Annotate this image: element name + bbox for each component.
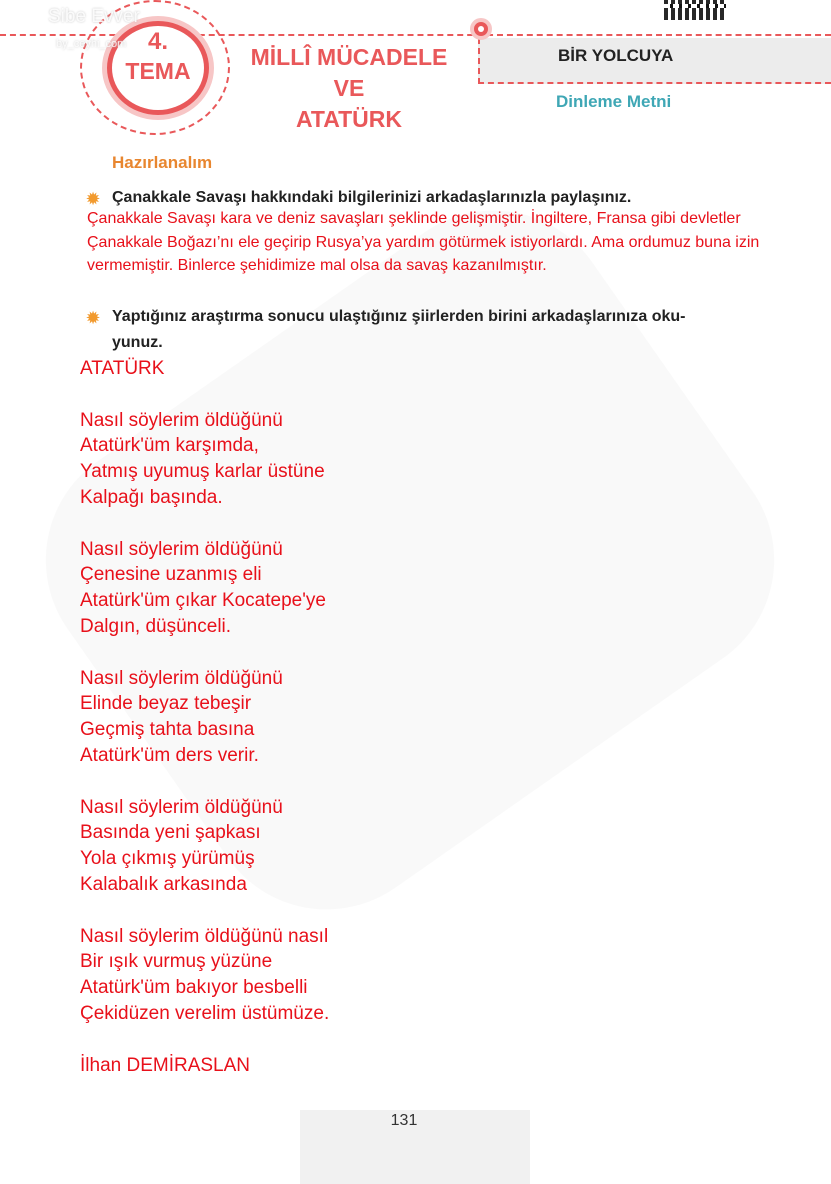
poem-line: Kalabalık arkasında <box>80 873 247 895</box>
theme-title-line2: ATATÜRK <box>295 106 403 132</box>
text-type-label: Dinleme Metni <box>556 92 672 111</box>
poem-line: Çekidüzen verelim üstümüze. <box>80 1002 330 1024</box>
poem-line: Elinde beyaz tebeşir <box>80 693 252 715</box>
poem-line: Nasıl söylerim öldüğünü nasıl <box>80 925 329 947</box>
poem-line: Basında yeni şapkası <box>80 822 261 844</box>
theme-label: TEMA <box>125 58 191 84</box>
pin-icon <box>470 18 492 40</box>
qr-code-pattern <box>664 4 726 8</box>
poem-line: Yola çıkmış yürümüş <box>80 848 255 870</box>
poem-line: Yatmış uyumuş karlar üstüne <box>80 461 325 483</box>
watermark-text: Sibe Evver <box>48 6 140 27</box>
sun-bullet-icon: ✹ <box>85 308 101 329</box>
qr-code-icon[interactable] <box>664 0 726 20</box>
answer-line: Çanakkale Savaşı kara ve deniz savaşları şeklinde gelişmiştir. İngiltere, Fransa gibi devletler <box>87 210 741 227</box>
poem-line: Çenesine uzanmış eli <box>80 564 262 586</box>
text-title: BİR YOLCUYA <box>558 46 674 65</box>
theme-title <box>238 42 460 135</box>
poem-line: Atatürk'üm ders verir. <box>80 744 259 766</box>
poem <box>80 356 480 1078</box>
sun-bullet-icon: ✹ <box>85 189 101 210</box>
theme-title-line1: MİLLÎ MÜCADELE VE <box>250 44 448 101</box>
poem-stanza <box>80 795 480 898</box>
poem-line: Geçmiş tahta basına <box>80 719 255 741</box>
poem-line: Atatürk'üm çıkar Kocatepe'ye <box>80 590 326 612</box>
poem-line: Nasıl söylerim öldüğünü <box>80 667 283 689</box>
poem-line: Bir ışık vurmuş yüzüne <box>80 951 273 973</box>
answer-1 <box>87 207 822 278</box>
poem-line: Dalgın, düşünceli. <box>80 615 232 637</box>
poem-line: Atatürk'üm bakıyor besbelli <box>80 977 308 999</box>
question-1: Çanakkale Savaşı hakkındaki bilgilerinizi arkadaşlarınızla paylaşınız. <box>112 189 632 206</box>
poem-stanza <box>80 408 480 511</box>
poem-stanza <box>80 924 480 1027</box>
poem-line: Nasıl söylerim öldüğünü <box>80 796 283 818</box>
poem-line: Kalpağı başında. <box>80 486 223 508</box>
answer-line: Çanakkale Boğazı’nı ele geçirip Rusya’ya yardım götürmek istiyorlardı. Ama ordumuz buna izin <box>87 233 760 251</box>
poem-stanza <box>80 537 480 640</box>
page-number: 131 <box>390 1112 418 1129</box>
question-2-line2: yunuz. <box>112 334 163 351</box>
poem-stanza <box>80 666 480 769</box>
poem-line: Atatürk'üm karşımda, <box>80 435 259 457</box>
poem-author: İlhan DEMİRASLAN <box>80 1054 251 1076</box>
section-heading: Hazırlanalım <box>112 153 213 172</box>
poem-title: ATATÜRK <box>80 358 165 379</box>
question-2-line1: Yaptığınız araştırma sonucu ulaştığınız şiirlerden birini arkadaşlarınıza oku- <box>112 308 686 325</box>
theme-number: 4. <box>147 28 168 55</box>
poem-line: Nasıl söylerim öldüğünü <box>80 409 283 431</box>
answer-line: vermemiştir. Binlerce şehidimize mal olsa da savaş kazanılmıştır. <box>87 257 547 274</box>
poem-author-block <box>80 1053 480 1079</box>
watermark-subtext: by_ceyhi_com <box>56 38 127 50</box>
poem-line: Nasıl söylerim öldüğünü <box>80 538 283 560</box>
